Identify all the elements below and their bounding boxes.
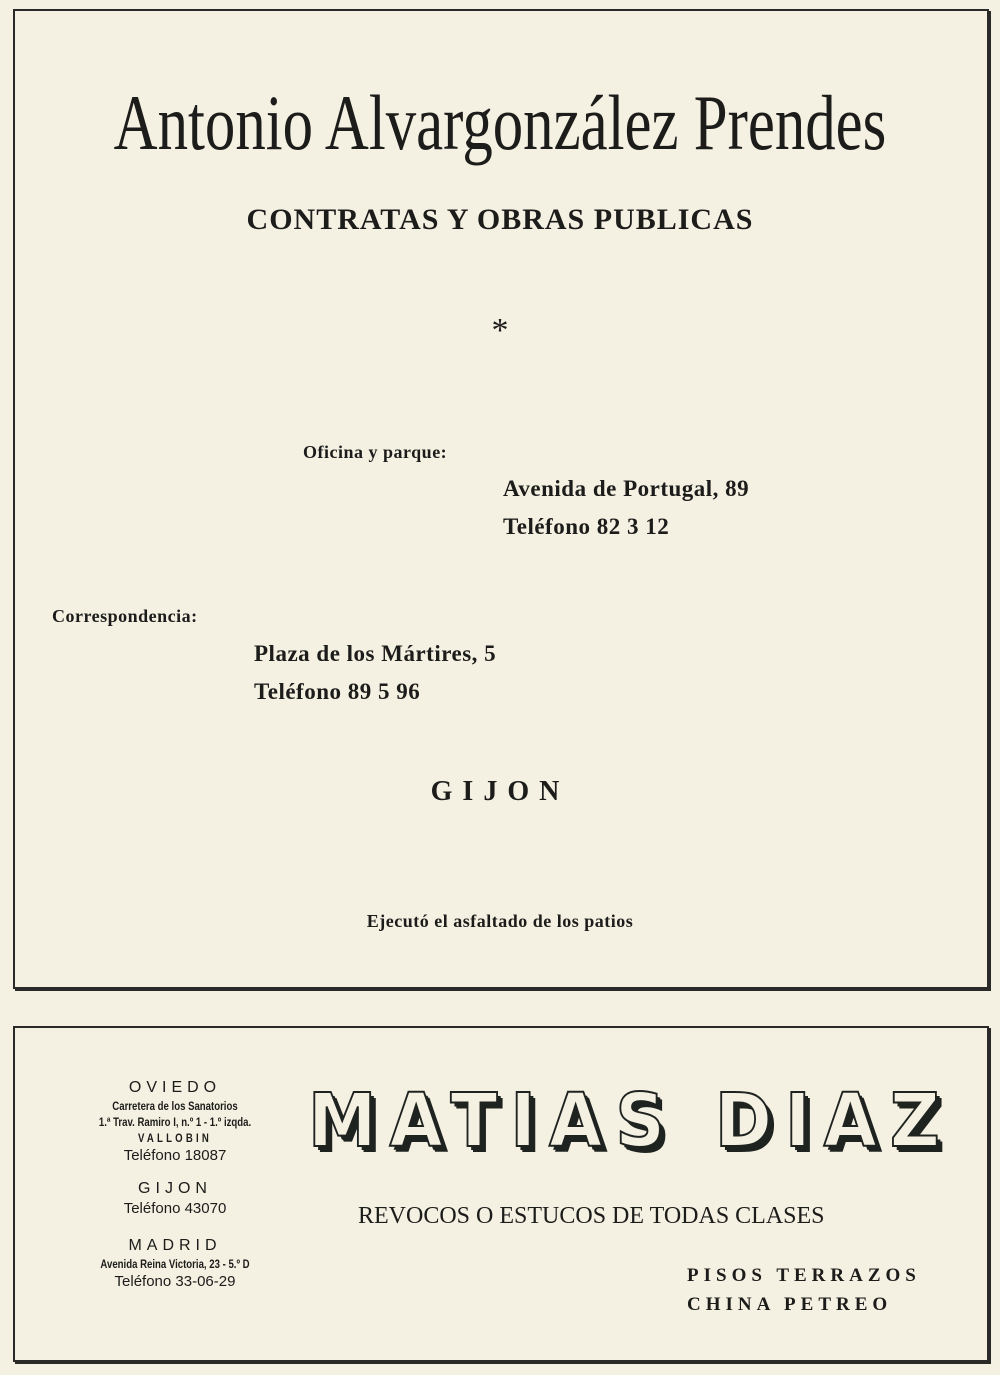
location-line: Avenida Reina Victoria, 23 - 5.º D	[100, 1257, 250, 1271]
correspondence-address: Plaza de los Mártires, 5	[254, 641, 497, 666]
city: GIJON	[430, 776, 570, 807]
note: Ejecutó el asfaltado de los patios	[366, 911, 634, 931]
asterisk-ornament-icon: *	[491, 312, 509, 349]
correspondence-phone: Teléfono 89 5 96	[254, 679, 421, 704]
location-line: Carretera de los Sanatorios	[112, 1099, 238, 1113]
services: REVOCOS O ESTUCOS DE TODAS CLASES	[358, 1203, 825, 1229]
location-phone: Teléfono 18087	[123, 1147, 227, 1164]
location-city: MADRID	[128, 1237, 222, 1254]
location-phone: Teléfono 43070	[123, 1200, 227, 1217]
location-line: VALLOBIN	[138, 1131, 212, 1145]
office-label: Oficina y parque:	[303, 442, 448, 462]
office-phone: Teléfono 82 3 12	[503, 514, 670, 539]
office-address: Avenida de Portugal, 89	[503, 476, 750, 501]
product: PISOS TERRAZOS	[687, 1265, 921, 1286]
company-tagline: CONTRATAS Y OBRAS PUBLICAS	[246, 203, 754, 236]
brand-logo: MATIAS DIAZ	[308, 1078, 953, 1164]
product: CHINA PETREO	[687, 1294, 893, 1315]
company-name: Antonio Alvargonzález Prendes	[113, 79, 887, 166]
correspondence-label: Correspondencia:	[52, 606, 198, 626]
location-phone: Teléfono 33-06-29	[114, 1273, 236, 1290]
location-city: OVIEDO	[128, 1079, 222, 1096]
location-line: 1.ª Trav. Ramiro I, n.º 1 - 1.º izqda.	[98, 1115, 252, 1129]
location-city: GIJON	[138, 1180, 212, 1197]
locations-column	[40, 1078, 310, 1289]
